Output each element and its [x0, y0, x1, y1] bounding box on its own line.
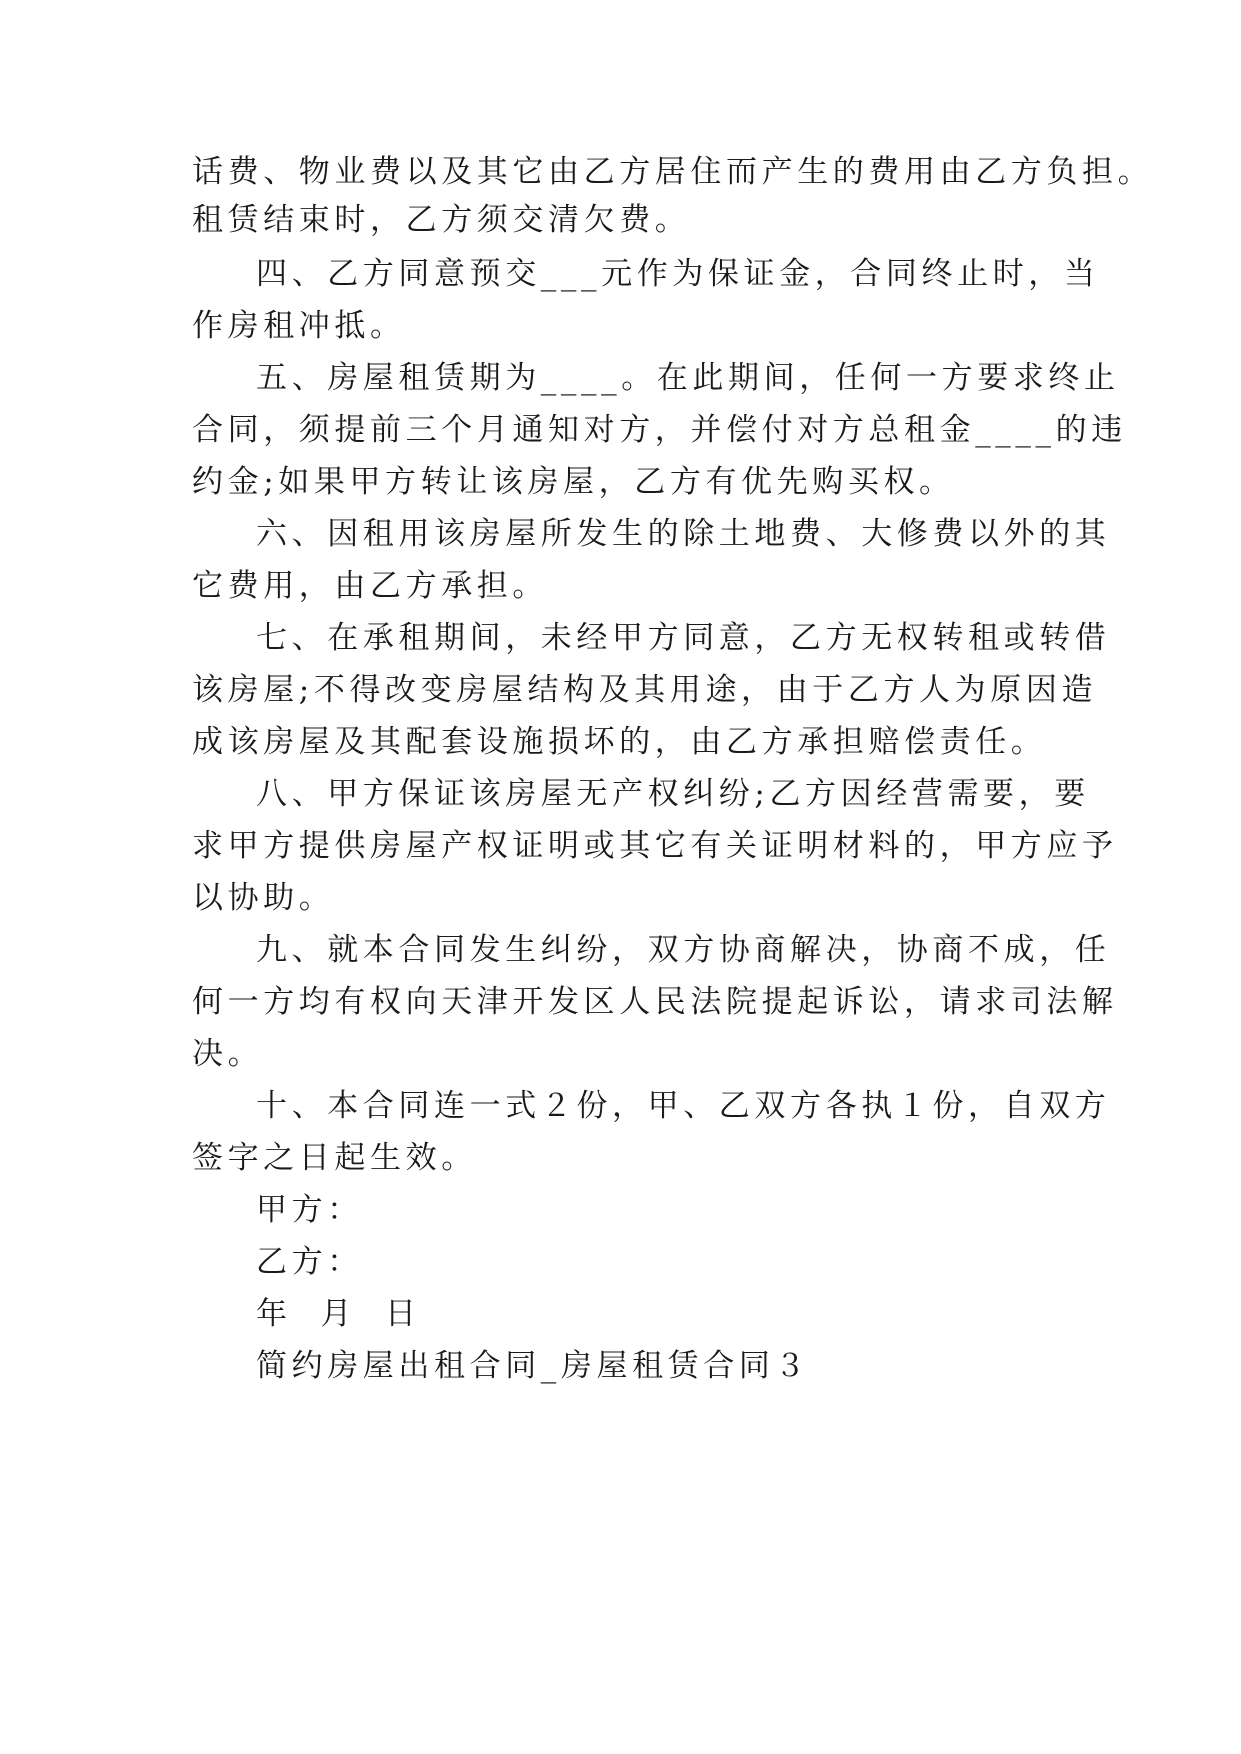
- clause-5-line-3: 约金;如果甲方转让该房屋，乙方有优先购买权。: [192, 464, 955, 500]
- date-line: 年 月 日: [256, 1296, 421, 1332]
- clause-7-line-3: 成该房屋及其配套设施损坏的，由乙方承担赔偿责任。: [192, 724, 1047, 760]
- text-line-1: 话费、物业费以及其它由乙方居住而产生的费用由乙方负担。: [192, 154, 1154, 190]
- clause-8-line-2: 求甲方提供房屋产权证明或其它有关证明材料的，甲方应予: [192, 828, 1118, 864]
- clause-7-line-1: 七、在承租期间，未经甲方同意，乙方无权转租或转借: [256, 620, 1111, 656]
- party-b-signature-line: 乙方：: [256, 1244, 363, 1280]
- clause-8-line-1: 八、甲方保证该房屋无产权纠纷;乙方因经营需要，要: [256, 776, 1090, 812]
- clause-10-line-2: 签字之日起生效。: [192, 1140, 477, 1176]
- next-section-title: 简约房屋出租合同_房屋租赁合同３: [256, 1348, 811, 1384]
- text-line-2: 租赁结束时，乙方须交清欠费。: [192, 202, 691, 238]
- clause-8-line-3: 以协助。: [192, 880, 335, 916]
- clause-9-line-3: 决。: [192, 1036, 264, 1072]
- clause-4-line-2: 作房租冲抵。: [192, 308, 406, 344]
- clause-9-line-1: 九、就本合同发生纠纷，双方协商解决，协商不成，任: [256, 932, 1111, 968]
- party-a-signature-line: 甲方：: [256, 1192, 363, 1228]
- clause-6-line-2: 它费用，由乙方承担。: [192, 568, 548, 604]
- clause-5-line-1: 五、房屋租赁期为____。在此期间，任何一方要求终止: [256, 360, 1120, 396]
- clause-5-line-2: 合同，须提前三个月通知对方，并偿付对方总租金____的违: [192, 412, 1127, 448]
- clause-6-line-1: 六、因租用该房屋所发生的除土地费、大修费以外的其: [256, 516, 1111, 552]
- clause-9-line-2: 何一方均有权向天津开发区人民法院提起诉讼，请求司法解: [192, 984, 1118, 1020]
- clause-7-line-2: 该房屋;不得改变房屋结构及其用途，由于乙方人为原因造: [192, 672, 1098, 708]
- clause-4-line-1: 四、乙方同意预交___元作为保证金，合同终止时，当: [256, 256, 1100, 292]
- clause-10-line-1: 十、本合同连一式２份，甲、乙双方各执１份，自双方: [256, 1088, 1111, 1124]
